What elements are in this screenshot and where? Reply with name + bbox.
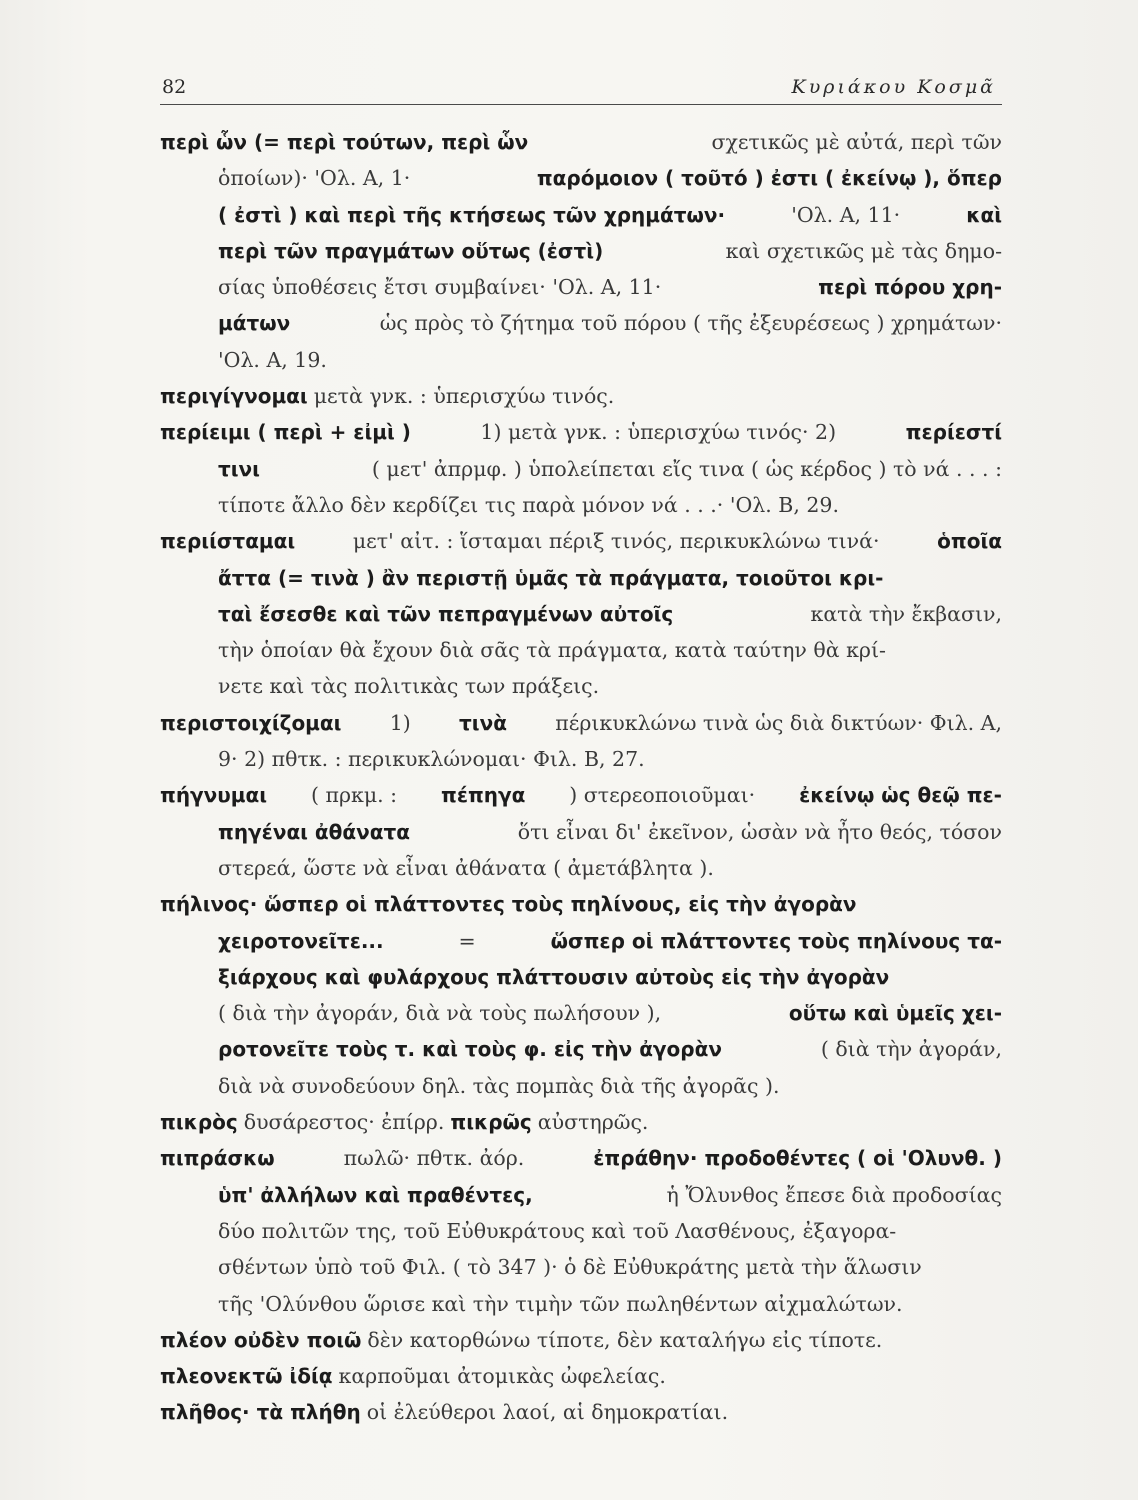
entry-line (160, 596, 1002, 632)
gloss-text: τίποτε ἄλλο δὲν κερδίζει τις παρὰ μόνον νά . . .· 'Ολ. Β, 29. (218, 492, 839, 517)
entry-line (160, 923, 1002, 959)
gloss-text: διὰ νὰ συνοδεύουν δηλ. τὰς πομπὰς διὰ τῆς ἀγορᾶς ). (218, 1073, 780, 1098)
entry-line (160, 160, 1002, 196)
gloss-text: ( διὰ τὴν ἀγοράν, διὰ νὰ τοὺς πωλήσουν ), (218, 1001, 662, 1026)
lemma-text: ὑπ' ἀλλήλων καὶ πραθέντες, (218, 1182, 533, 1207)
lemma-text: πέπηγα (441, 783, 526, 808)
gloss-text: δὲν κατορθώνω τίποτε, δὲν καταλήγω εἰς τίποτε. (367, 1327, 883, 1352)
entry-line (160, 342, 1002, 378)
page-number: 82 (162, 76, 187, 98)
entry-line (160, 777, 1002, 813)
lemma-text: περιγίγνομαι (160, 384, 308, 409)
lemma-text: ἐκείνῳ ὡς θεῷ πε- (799, 783, 1002, 808)
lemma-text: περιστοιχίζομαι (160, 710, 342, 735)
glossary-body (160, 124, 1002, 1431)
entry-line (160, 1031, 1002, 1067)
running-title: Κυριάκου Κοσμᾶ (791, 76, 996, 98)
entry-line (160, 632, 1002, 668)
entry-line (160, 1394, 1002, 1430)
lemma-text: τινὰ (459, 710, 507, 735)
gloss-text: 9· 2) πθτκ. : περικυκλώνομαι· Φιλ. Β, 27. (218, 747, 645, 772)
glossary-entry (160, 378, 1002, 414)
page-header (160, 74, 1002, 105)
entry-line (160, 233, 1002, 269)
glossary-entry (160, 1322, 1002, 1358)
glossary-entry (160, 523, 1002, 704)
glossary-entry (160, 886, 1002, 1104)
lemma-text: πικρῶς (450, 1110, 532, 1135)
entry-line (160, 886, 1002, 922)
gloss-text: στερεά, ὥστε νὰ εἶναι ἀθάνατα ( ἀμετάβλητα ). (218, 855, 714, 880)
lemma-text: ὁποῖα (937, 529, 1002, 554)
lemma-text: ( ἐστὶ ) καὶ περὶ τῆς κτήσεως τῶν χρημάτων· (218, 202, 726, 227)
glossary-entry (160, 1104, 1002, 1140)
entry-line (160, 414, 1002, 450)
gloss-text: 'Ολ. Α, 19. (218, 347, 327, 372)
gloss-text: ὡς πρὸς τὸ ζήτημα τοῦ πόρου ( τῆς ἐξευρέσεως ) χρημάτων· (379, 311, 1002, 336)
lemma-text: ἄττα (= τινὰ ) ἂν περιστῇ ὑμᾶς τὰ πράγματα, τοιοῦτοι κρι- (218, 565, 884, 590)
entry-line (160, 197, 1002, 233)
entry-line (160, 1249, 1002, 1285)
lemma-text: περὶ τῶν πραγμάτων οὕτως (ἐστὶ) (218, 238, 604, 263)
lemma-text: ταὶ ἔσεσθε καὶ τῶν πεπραγμένων αὐτοῖς (218, 601, 674, 626)
entry-line (160, 814, 1002, 850)
entry-line (160, 124, 1002, 160)
gloss-text: μετὰ γνκ. : ὑπερισχύω τινός. (313, 384, 615, 409)
gloss-text: ( μετ' ἀπρμφ. ) ὑπολείπεται εἴς τινα ( ὡς κέρδος ) τὸ νά . . . : (371, 456, 1002, 481)
lemma-text: πήλινος· ὥσπερ οἱ πλάττοντες τοὺς πηλίνους, εἰς τὴν ἀγορὰν (160, 892, 857, 917)
entry-line (160, 1068, 1002, 1104)
gloss-text: 1) μετὰ γνκ. : ὑπερισχύω τινός· 2) (480, 420, 837, 445)
lemma-text: πικρὸς (160, 1110, 238, 1135)
entry-line (160, 1286, 1002, 1322)
gloss-text: ὁποίων)· 'Ολ. Α, 1· (218, 166, 411, 191)
lemma-text: καὶ (966, 202, 1002, 227)
lemma-text: ὥσπερ οἱ πλάττοντες τοὺς πηλίνους τα- (550, 928, 1002, 953)
lemma-text: περὶ πόρου χρη- (818, 275, 1002, 300)
entry-line (160, 850, 1002, 886)
entry-line (160, 1213, 1002, 1249)
lemma-text: περὶ ὧν (= περὶ τούτων, περὶ ὧν (160, 130, 529, 154)
lemma-text: περιίσταμαι (160, 529, 296, 554)
gloss-text: ( πρκμ. : (310, 783, 398, 808)
entry-line (160, 741, 1002, 777)
gloss-text: σίας ὑποθέσεις ἔτσι συμβαίνει· 'Ολ. Α, 11· (218, 275, 662, 300)
gloss-text: 'Ολ. Α, 11· (791, 202, 901, 227)
entry-line (160, 995, 1002, 1031)
lemma-text: παρόμοιον ( τοῦτό ) ἐστι ( ἐκείνῳ ), ὅπερ (536, 166, 1002, 191)
entry-line (160, 1140, 1002, 1176)
gloss-text: νετε καὶ τὰς πολιτικὰς των πράξεις. (218, 674, 600, 699)
gloss-text: ( διὰ τὴν ἀγοράν, (820, 1037, 1002, 1062)
gloss-text: τὴν ὁποίαν θὰ ἔχουν διὰ σᾶς τὰ πράγματα, κατὰ ταύτην θὰ κρί- (218, 638, 886, 663)
glossary-entry (160, 1140, 1002, 1321)
lemma-text: ξιάρχους καὶ φυλάρχους πλάττουσιν αὐτοὺς εἰς τὴν ἀγορὰν (218, 964, 890, 989)
lemma-text: χειροτονεῖτε... (218, 928, 384, 953)
gloss-text: καρποῦμαι ἀτομικὰς ὠφελείας. (338, 1364, 666, 1389)
entry-line (160, 668, 1002, 704)
gloss-text: σθέντων ὑπὸ τοῦ Φιλ. ( τὸ 347 )· ὁ δὲ Εὐθυκράτης μετὰ τὴν ἅλωσιν (218, 1255, 922, 1280)
entry-line (160, 378, 1002, 414)
entry-line (160, 959, 1002, 995)
glossary-entry (160, 705, 1002, 778)
gloss-text: οἱ ἐλεύθεροι λαοί, αἱ δημοκρατίαι. (366, 1400, 729, 1425)
lemma-text: πηγέναι ἀθάνατα (218, 819, 411, 844)
gloss-text: ὅτι εἶναι δι' ἐκεῖνον, ὡσὰν νὰ ἦτο θεός, τόσον (517, 819, 1002, 844)
gloss-text: ) στερεοποιοῦμαι· (569, 783, 756, 808)
gloss-text: μετ' αἰτ. : ἵσταμαι πέριξ τινός, περικυκλώνω τινά· (352, 529, 880, 554)
lemma-text: πλεονεκτῶ ἰδίᾳ (160, 1364, 333, 1389)
gloss-text: αὐστηρῶς. (537, 1110, 649, 1135)
entry-line (160, 1322, 1002, 1358)
entry-line (160, 1177, 1002, 1213)
gloss-text: κατὰ τὴν ἔκβασιν, (810, 601, 1002, 626)
glossary-entry (160, 1394, 1002, 1430)
gloss-text: καὶ σχετικῶς μὲ τὰς δημο- (725, 238, 1002, 263)
entry-line (160, 705, 1002, 741)
entry-line (160, 269, 1002, 305)
gloss-text: = (458, 928, 476, 953)
glossary-entry (160, 124, 1002, 378)
entry-line (160, 560, 1002, 596)
entry-line (160, 305, 1002, 341)
gloss-text: δύο πολιτῶν της, τοῦ Εὐθυκράτους καὶ τοῦ Λασθένους, ἐξαγορα- (218, 1218, 897, 1243)
lemma-text: ἐπράθην· προδοθέντες ( οἱ 'Ολυνθ. ) (593, 1146, 1002, 1171)
entry-line (160, 487, 1002, 523)
lemma-text: πλέον οὐδὲν ποιῶ (160, 1327, 362, 1352)
entry-line (160, 1358, 1002, 1394)
glossary-entry (160, 414, 1002, 523)
entry-line (160, 523, 1002, 559)
lemma-text: οὕτω καὶ ὑμεῖς χει- (788, 1001, 1002, 1026)
lemma-text: πλῆθος· τὰ πλήθη (160, 1400, 361, 1425)
gloss-text: ἡ Ὄλυνθος ἔπεσε διὰ προδοσίας (666, 1182, 1002, 1207)
lemma-text: πιπράσκω (160, 1146, 275, 1171)
entry-line (160, 451, 1002, 487)
lemma-text: τινι (218, 456, 260, 481)
lemma-text: περίειμι ( περὶ + εἰμὶ ) (160, 420, 411, 445)
glossary-entry (160, 1358, 1002, 1394)
gloss-text: πωλῶ· πθτκ. ἀόρ. (343, 1146, 525, 1171)
lemma-text: περίεστί (905, 420, 1002, 445)
gloss-text: σχετικῶς μὲ αὐτά, περὶ τῶν (711, 130, 1002, 154)
lemma-text: πήγνυμαι (160, 783, 268, 808)
gloss-text: πέρικυκλώνω τινὰ ὡς διὰ δικτύων· Φιλ. Α, (555, 710, 1002, 735)
gloss-text: 1) (389, 710, 411, 735)
lemma-text: ροτονεῖτε τοὺς τ. καὶ τοὺς φ. εἰς τὴν ἀγορὰν (218, 1037, 722, 1062)
gloss-text: δυσάρεστος· ἐπίρρ. (243, 1110, 445, 1135)
entry-line (160, 1104, 1002, 1140)
lemma-text: μάτων (218, 311, 291, 336)
glossary-entry (160, 777, 1002, 886)
gloss-text: τῆς 'Ολύνθου ὥρισε καὶ τὴν τιμὴν τῶν πωληθέντων αἰχμαλώτων. (218, 1291, 903, 1316)
